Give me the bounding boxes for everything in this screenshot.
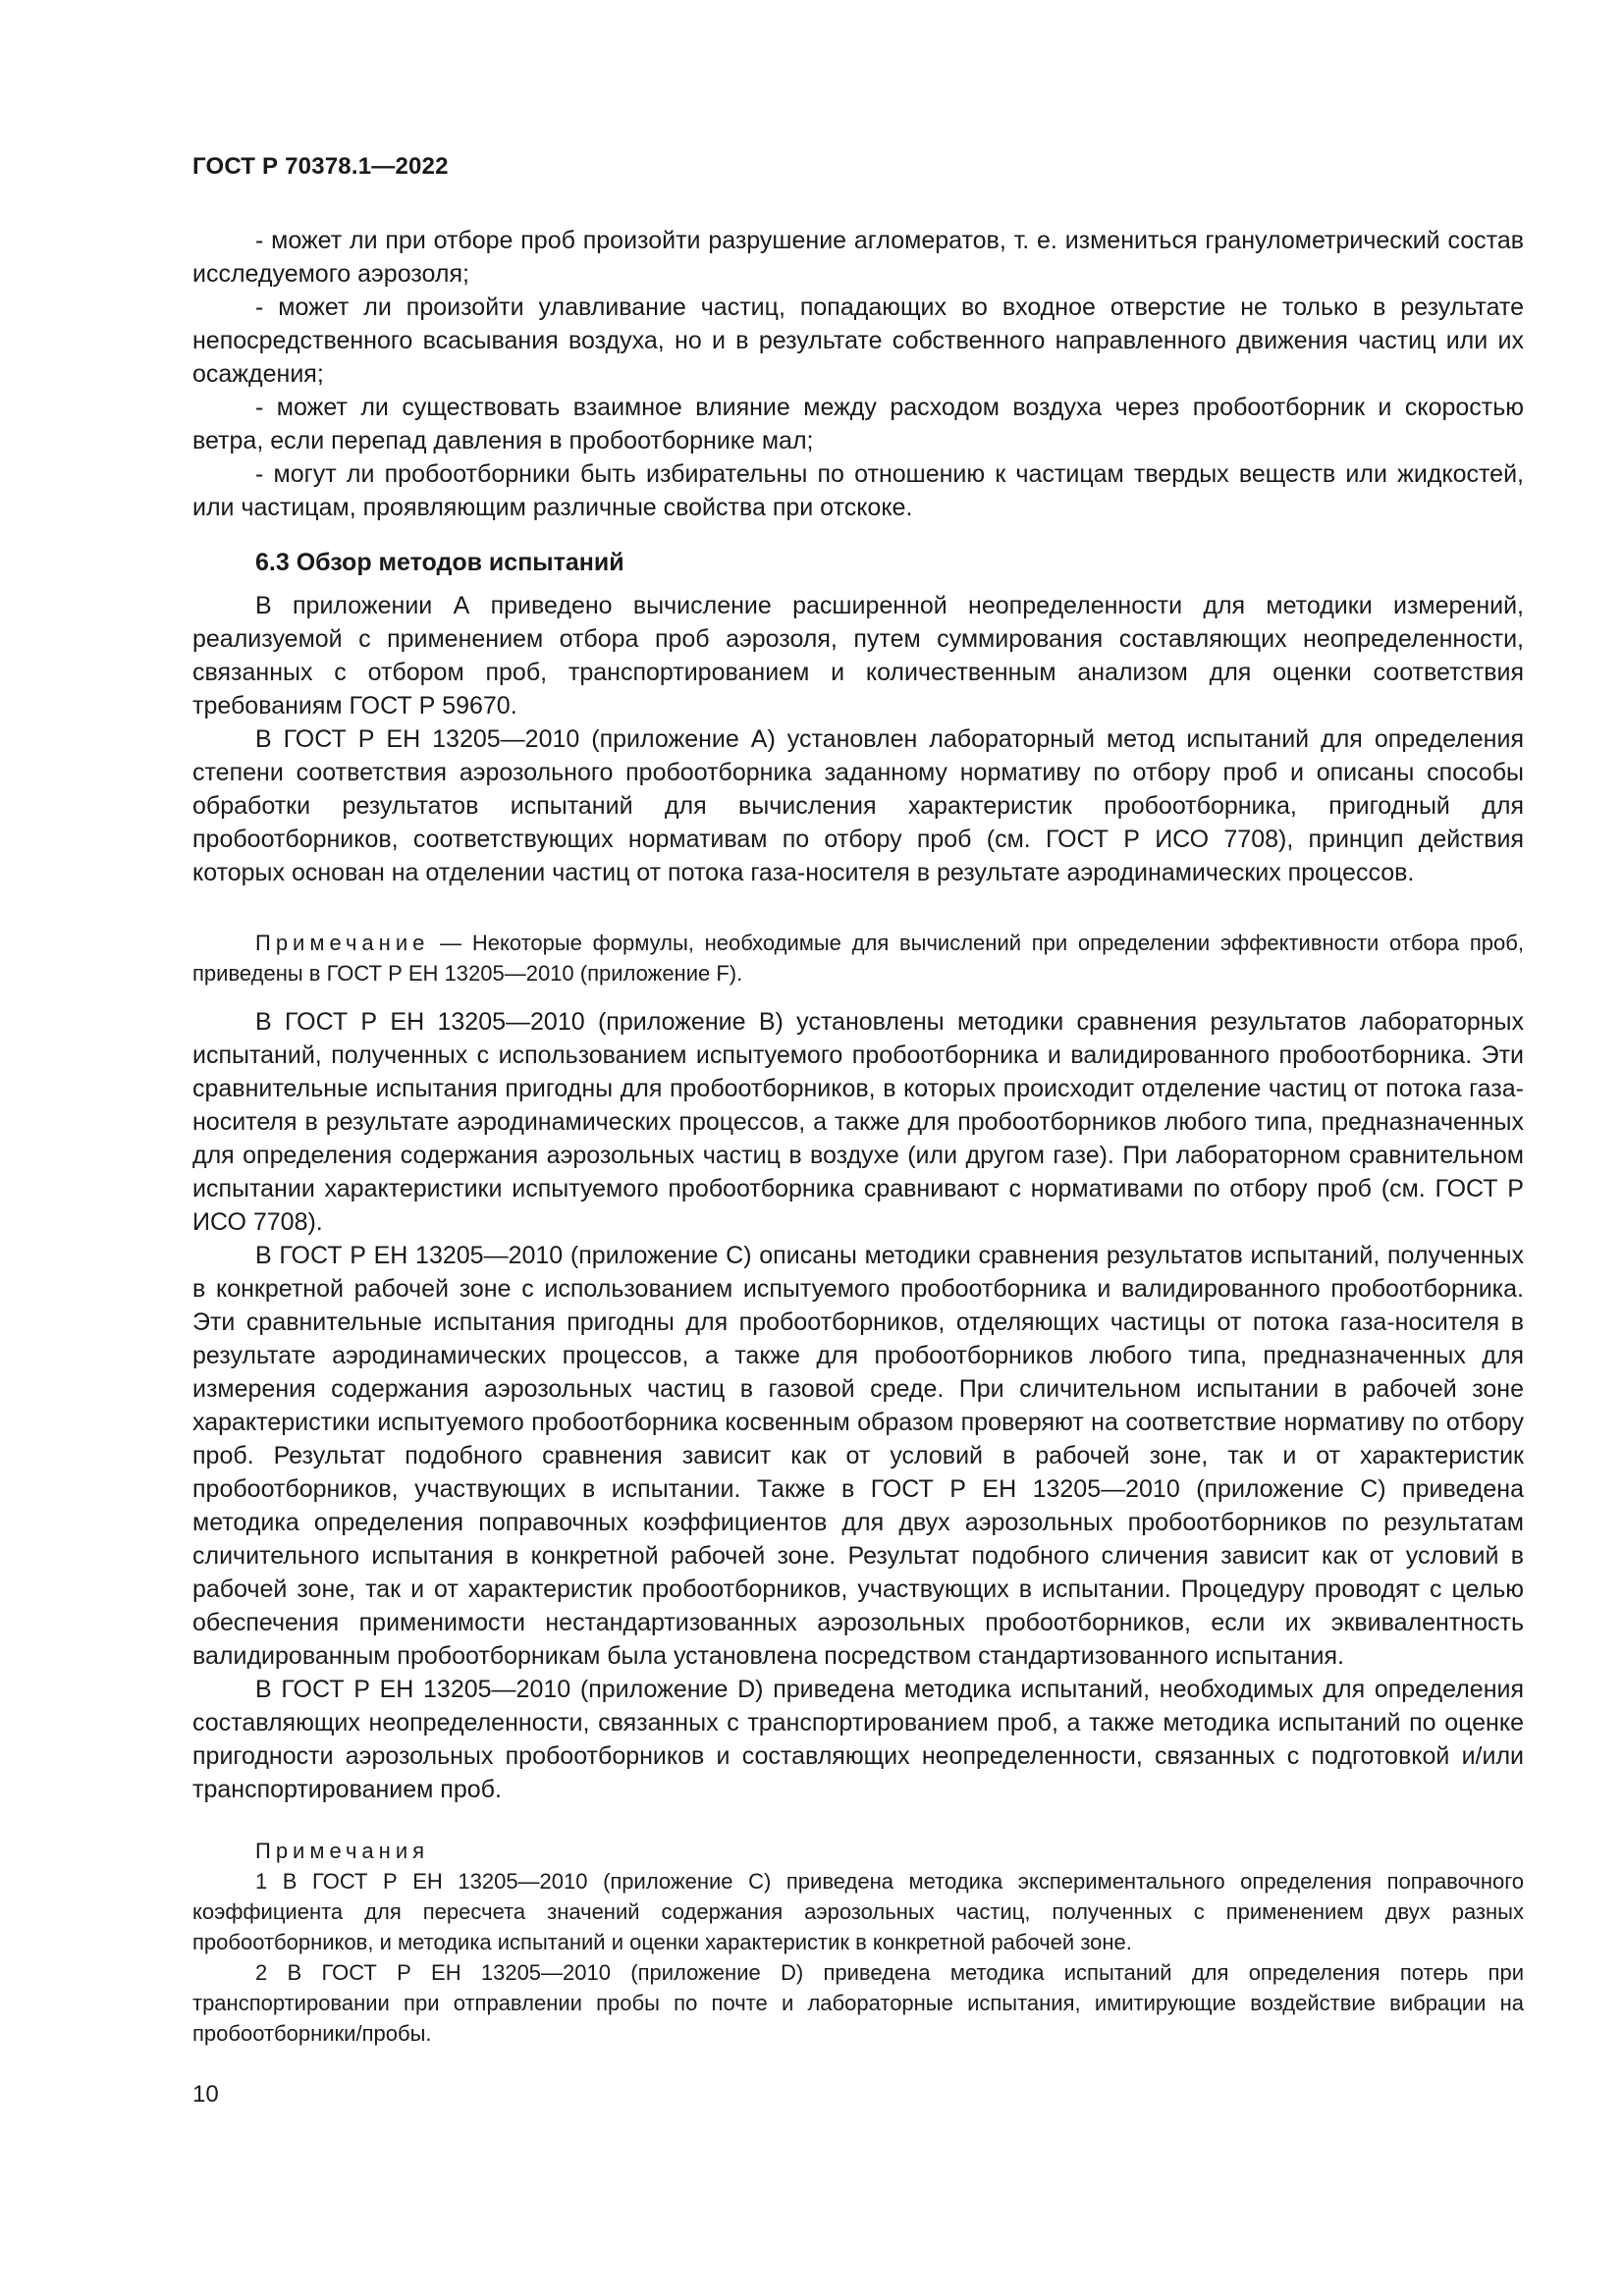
considerations-list [192,224,1524,524]
section-body-b [192,1005,1524,1806]
list-item: - может ли при отборе проб произойти разрушение агломератов, т. е. измениться гранулометрический состав исследуемого аэрозоля; [192,227,1524,288]
list-item: - может ли существовать взаимное влияние между расходом воздуха через пробоотборник и скоростью ветра, если перепад давления в пробоотборнике мал; [192,394,1524,454]
section-heading: 6.3 Обзор методов испытаний [255,549,624,576]
note-item: 1 В ГОСТ Р ЕН 13205—2010 (приложение С) приведена методика экспериментального определения поправочного коэффициента для пересчета значений содержания аэрозольных частиц, полученных с применением двух разных пробоотборников, и методика испытаний и оценки характеристик в конкретной рабочей зоне. [192,1869,1524,1954]
paragraph: В ГОСТ Р ЕН 13205—2010 (приложение С) описаны методики сравнения результатов испытаний, полученных в конкретной рабочей зоне с использованием испытуемого пробоотборника и валидированного пробоотборника. Эти сравнительные испытания пригодны для пробоотборников, отделяющих частицы от потока газа-носителя в результате аэродинамических процессов, а также для пробоотборников любого типа, предназначенных для измерения содержания аэрозольных частиц в газовой среде. При сличительном испытании в рабочей зоне характеристики испытуемого пробоотборника косвенным образом проверяют на соответствие нормативу по отбору проб. Результат подобного сравнения зависит как от условий в рабочей зоне, так и от характеристик пробоотборников, участвующих в испытании. Также в ГОСТ Р ЕН 13205—2010 (приложение С) приведена методика определения поправочных коэффициентов для двух аэрозольных пробоотборников по результатам сличительного испытания в конкретной рабочей зоне. Результат подобного сличения зависит как от условий в рабочей зоне, так и от характеристик пробоотборников, участвующих в испытании. Процедуру проводят с целью обеспечения применимости нестандартизованных аэрозольных пробоотборников, если их эквивалентность валидированным пробоотборникам была установлена посредством стандартизованного испытания. [192,1242,1524,1670]
paragraph: В приложении А приведено вычисление расширенной неопределенности для методики измерений, реализуемой с применением отбора проб аэрозоля, путем суммирования составляющих неопределенности, связанных с отбором проб, транспортированием и количественным анализом для оценки соответствия требованиям ГОСТ Р 59670. [192,592,1524,720]
note-label: Примечание [255,931,430,955]
notes-title: Примечания [255,1839,430,1863]
notes-block [192,1836,1524,2049]
document-header: ГОСТ Р 70378.1—2022 [192,153,449,180]
note-block [192,928,1524,988]
section-heading-block [192,546,1524,579]
section-body-a [192,589,1524,889]
paragraph: В ГОСТ Р ЕН 13205—2010 (приложение В) установлены методики сравнения результатов лабораторных испытаний, полученных с использованием испытуемого пробоотборника и валидированного пробоотборника. Эти сравнительные испытания пригодны для пробоотборников, в которых происходит отделение частиц от потока газа-носителя в результате аэродинамических процессов, а также для пробоотборников любого типа, предназначенных для определения содержания аэрозольных частиц в воздухе (или другом газе). При лабораторном сравнительном испытании характеристики испытуемого пробоотборника сравнивают с нормативами по отбору проб (см. ГОСТ Р ИСО 7708). [192,1008,1524,1236]
list-item: - может ли произойти улавливание частиц, попадающих во входное отверстие не только в результате непосредственного всасывания воздуха, но и в результате собственного направленного движения частиц или их осаждения; [192,294,1524,388]
note [192,928,1524,988]
list-item: - могут ли пробоотборники быть избирательны по отношению к частицам твердых веществ или жидкостей, или частицам, проявляющим различные свойства при отскоке. [192,460,1524,521]
note-item: 2 В ГОСТ Р ЕН 13205—2010 (приложение D) приведена методика испытаний для определения потерь при транспортировании при отправлении пробы по почте и лабораторные испытания, имитирующие воздействие вибрации на пробоотборники/пробы. [192,1960,1524,2046]
paragraph: В ГОСТ Р ЕН 13205—2010 (приложение D) приведена методика испытаний, необходимых для определения составляющих неопределенности, связанных с транспортированием проб, а также методика испытаний по оценке пригодности аэрозольных пробоотборников и составляющих неопределенности, связанных с подготовкой и/или транспортированием проб. [192,1676,1524,1803]
note-text: — Некоторые формулы, необходимые для вычислений при определении эффективности отбора проб, приведены в ГОСТ Р ЕН 13205—2010 (приложение F). [192,931,1524,986]
page-number: 10 [192,2081,219,2108]
paragraph: В ГОСТ Р ЕН 13205—2010 (приложение А) установлен лабораторный метод испытаний для определения степени соответствия аэрозольного пробоотборника заданному нормативу по отбору проб и описаны способы обработки результатов испытаний для вычисления характеристик пробоотборника, пригодный для пробоотборников, соответствующих нормативам по отбору проб (см. ГОСТ Р ИСО 7708), принцип действия которых основан на отделении частиц от потока газа-носителя в результате аэродинамических процессов. [192,725,1524,886]
